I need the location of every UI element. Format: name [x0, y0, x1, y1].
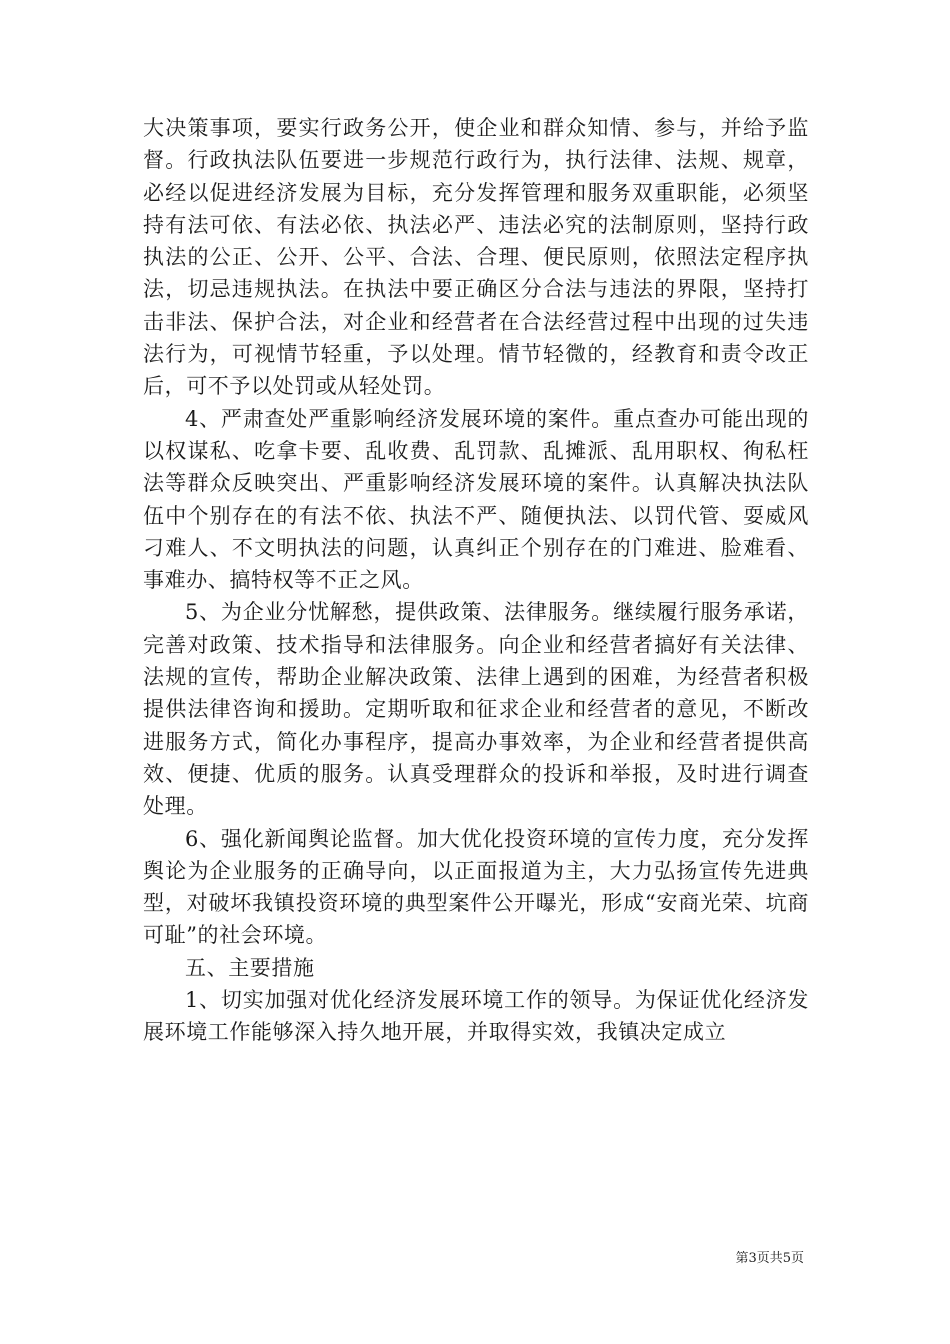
page-number: 第3页共5页	[735, 1251, 804, 1266]
paragraph-item-5: 5、为企业分忧解愁，提供政策、法律服务。继续履行服务承诺，完善对政策、技术指导和法律服务。向企业和经营者搞好有关法律、法规的宣传，帮助企业解决政策、法律上遇到的困难，为经营者积极提供法律咨询和援助。定期听取和征求企业和经营者的意见，不断改进服务方式，简化办事程序，提高办事效率，为企业和经营者提供高效、便捷、优质的服务。认真受理群众的投诉和举报，及时进行调查处理。	[143, 600, 809, 819]
paragraph-item-4: 4、严肃查处严重影响经济发展环境的案件。重点查办可能出现的以权谋私、吃拿卡要、乱收费、乱罚款、乱摊派、乱用职权、徇私枉法等群众反映突出、严重影响经济发展环境的案件。认真解决执法队伍中个别存在的有法不依、执法不严、随便执法、以罚代管、耍威风刁难人、不文明执法的问题，认真纠正个别存在的门难进、脸难看、事难办、搞特权等不正之风。	[143, 406, 809, 593]
document-body	[143, 112, 809, 1049]
paragraph-measure-1: 1、切实加强对优化经济发展环境工作的领导。为保证优化经济发展环境工作能够深入持久地开展，并取得实效，我镇决定成立	[143, 988, 809, 1045]
paragraph-continuation: 大决策事项，要实行政务公开，使企业和群众知情、参与，并给予监督。行政执法队伍要进一步规范行政行为，执行法律、法规、规章，必经以促进经济发展为目标，充分发挥管理和服务双重职能，必须坚持有法可依、有法必依、执法必严、违法必究的法制原则，坚持行政执法的公正、公开、公平、合法、合理、便民原则，依照法定程序执法，切忌违规执法。在执法中要正确区分合法与违法的界限，坚持打击非法、保护合法，对企业和经营者在合法经营过程中出现的过失违法行为，可视情节轻重，予以处理。情节轻微的，经教育和责令改正后，可不予以处罚或从轻处罚。	[143, 116, 809, 399]
section-heading: 五、主要措施	[185, 955, 315, 980]
paragraph-item-6: 6、强化新闻舆论监督。加大优化投资环境的宣传力度，充分发挥舆论为企业服务的正确导向，以正面报道为主，大力弘扬宣传先进典型，对破坏我镇投资环境的典型案件公开曝光，形成“安商光荣、坑商可耻”的社会环境。	[143, 826, 809, 948]
